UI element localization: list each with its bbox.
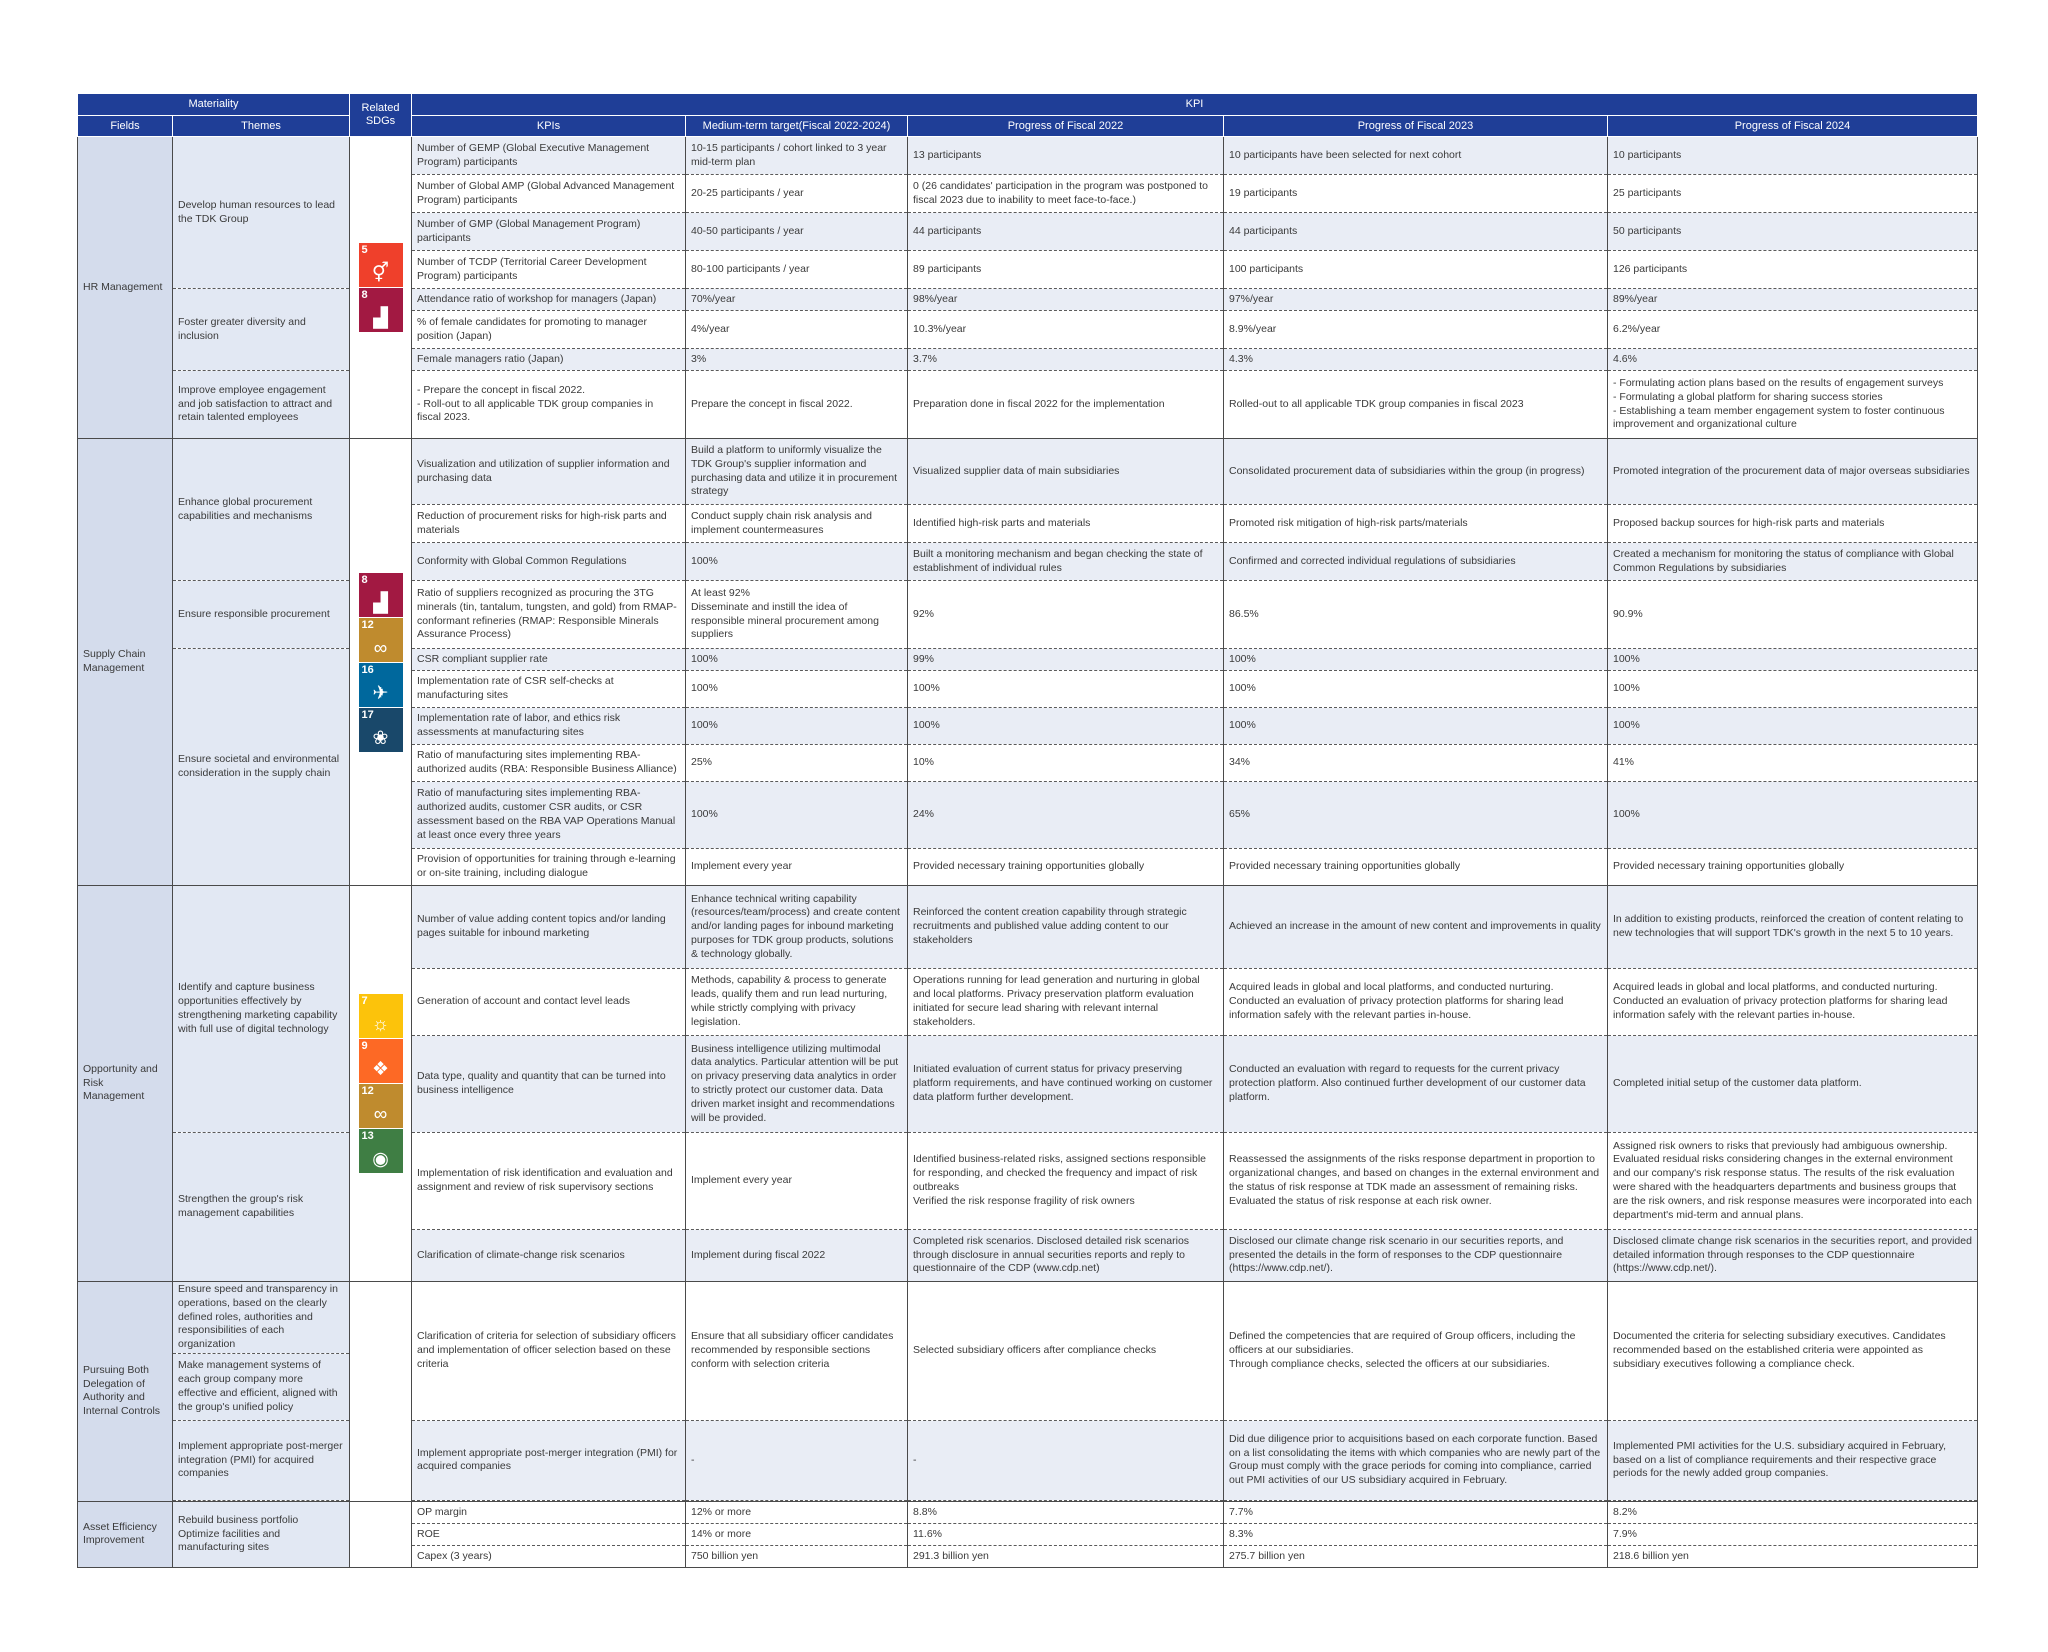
- fy2023-cell: 8.9%/year: [1224, 311, 1608, 349]
- fy2024-cell: Proposed backup sources for high-risk parts and materials: [1608, 505, 1978, 543]
- fy2022-cell: 99%: [908, 649, 1224, 671]
- fy2022-cell: 3.7%: [908, 349, 1224, 371]
- target-cell: 12% or more: [686, 1501, 908, 1523]
- target-cell: 10-15 participants / cohort linked to 3 year mid-term plan: [686, 137, 908, 175]
- target-cell: Methods, capability & process to generate leads, qualify them and run lead nurturing, while strictly complying with privacy legislation.: [686, 969, 908, 1036]
- table-row: [78, 439, 1978, 505]
- sdg-icons-supply-chain: [350, 439, 412, 886]
- fy2022-cell: 24%: [908, 782, 1224, 849]
- kpi-cell: - Prepare the concept in fiscal 2022. - Roll-out to all applicable TDK group companies in fiscal 2023.: [412, 371, 686, 439]
- kpi-cell: Reduction of procurement risks for high-risk parts and materials: [412, 505, 686, 543]
- target-cell: 20-25 participants / year: [686, 175, 908, 213]
- fy2022-cell: 98%/year: [908, 289, 1224, 311]
- sdg-13-icon: 13 ◉: [359, 1129, 403, 1173]
- sdg-icons-delegation-empty: [350, 1282, 412, 1502]
- target-cell: 100%: [686, 671, 908, 708]
- fy2024-cell: Disclosed climate change risk scenarios in the securities report, and provided detailed information through responses to the CDP questionnaire (https://www.cdp.net/).: [1608, 1230, 1978, 1282]
- fy2024-cell: Assigned risk owners to risks that previously had ambiguous ownership. Evaluated residual risks considering changes in the external environment and our company's risk response status. The results of the risk evaluation were shared with the headquarters departments and business groups that are the risk owners, and risk response measures were incorporated into each department's mid-term and annual plans.: [1608, 1133, 1978, 1230]
- header-related-sdgs: Related SDGs: [350, 94, 412, 137]
- kpi-cell: Implement appropriate post-merger integration (PMI) for acquired companies: [412, 1420, 686, 1500]
- table-row: [78, 886, 1978, 969]
- target-cell: Conduct supply chain risk analysis and implement countermeasures: [686, 505, 908, 543]
- fy2024-cell: 100%: [1608, 782, 1978, 849]
- fy2022-cell: Reinforced the content creation capability through strategic recruitments and published value adding content to our stakeholders: [908, 886, 1224, 969]
- fy2022-cell: 10%: [908, 745, 1224, 782]
- kpi-cell: Number of Global AMP (Global Advanced Management Program) participants: [412, 175, 686, 213]
- fy2024-cell: Provided necessary training opportunities globally: [1608, 849, 1978, 886]
- header-kpis: KPIs: [412, 116, 686, 137]
- kpi-cell: Data type, quality and quantity that can be turned into business intelligence: [412, 1036, 686, 1133]
- fy2024-cell: 89%/year: [1608, 289, 1978, 311]
- target-cell: Implement every year: [686, 1133, 908, 1230]
- kpi-cell: OP margin: [412, 1501, 686, 1523]
- kpi-cell: Implementation rate of CSR self-checks at manufacturing sites: [412, 671, 686, 708]
- fy2022-cell: 0 (26 candidates' participation in the program was postponed to fiscal 2023 due to inability to meet face-to-face.): [908, 175, 1224, 213]
- target-cell: 14% or more: [686, 1523, 908, 1545]
- fy2024-cell: 100%: [1608, 649, 1978, 671]
- kpi-cell: Capex (3 years): [412, 1545, 686, 1567]
- fy2024-cell: 100%: [1608, 708, 1978, 745]
- fy2023-cell: Conducted an evaluation with regard to requests for the current privacy protection platform. Also continued further development of our customer data platform.: [1224, 1036, 1608, 1133]
- fy2022-cell: 291.3 billion yen: [908, 1545, 1224, 1567]
- fy2022-cell: 13 participants: [908, 137, 1224, 175]
- fy2024-cell: 41%: [1608, 745, 1978, 782]
- fy2023-cell: 44 participants: [1224, 213, 1608, 251]
- fy2023-cell: Promoted risk mitigation of high-risk parts/materials: [1224, 505, 1608, 543]
- fy2023-cell: 65%: [1224, 782, 1608, 849]
- fy2023-cell: Disclosed our climate change risk scenario in our securities reports, and presented the details in the form of responses to the CDP questionnaire (https://www.cdp.net/).: [1224, 1230, 1608, 1282]
- fy2022-cell: 44 participants: [908, 213, 1224, 251]
- header-kpi: KPI: [412, 94, 1978, 116]
- fy2024-cell: 25 participants: [1608, 175, 1978, 213]
- table-row: [78, 1282, 1978, 1354]
- fy2023-cell: Consolidated procurement data of subsidiaries within the group (in progress): [1224, 439, 1608, 505]
- fy2022-cell: Selected subsidiary officers after compliance checks: [908, 1282, 1224, 1421]
- fy2022-cell: Provided necessary training opportunities globally: [908, 849, 1224, 886]
- sdg-icons-asset-empty: [350, 1501, 412, 1567]
- kpi-cell: ROE: [412, 1523, 686, 1545]
- kpi-cell: Provision of opportunities for training through e-learning or on-site training, including dialogue: [412, 849, 686, 886]
- fy2022-cell: Completed risk scenarios. Disclosed detailed risk scenarios through disclosure in annual securities reports and reply to questionnaire of the CDP (www.cdp.net): [908, 1230, 1224, 1282]
- sdg-17-icon: 17 ❀: [359, 708, 403, 752]
- target-cell: 4%/year: [686, 311, 908, 349]
- fy2023-cell: 100 participants: [1224, 251, 1608, 289]
- target-cell: 100%: [686, 649, 908, 671]
- fy2022-cell: 100%: [908, 671, 1224, 708]
- fy2024-cell: 50 participants: [1608, 213, 1978, 251]
- field-delegation-internal-controls: Pursuing Both Delegation of Authority and Internal Controls: [78, 1282, 173, 1502]
- fy2024-cell: Implemented PMI activities for the U.S. subsidiary acquired in February, based on a list of compliance requirements and their respective grace periods for the newly added group companies.: [1608, 1420, 1978, 1500]
- fy2024-cell: Completed initial setup of the customer data platform.: [1608, 1036, 1978, 1133]
- fy2022-cell: 11.6%: [908, 1523, 1224, 1545]
- kpi-cell: Female managers ratio (Japan): [412, 349, 686, 371]
- fy2023-cell: 275.7 billion yen: [1224, 1545, 1608, 1567]
- theme-speed-transparency: Ensure speed and transparency in operations, based on the clearly defined roles, authorities and responsibilities of each organization: [173, 1282, 350, 1354]
- target-cell: Business intelligence utilizing multimodal data analytics. Particular attention will be put on privacy preserving data analytics in order to strictly protect our customer data. Data driven market insight and recommendations will be provided.: [686, 1036, 908, 1133]
- fy2024-cell: 4.6%: [1608, 349, 1978, 371]
- header-fields: Fields: [78, 116, 173, 137]
- fy2024-cell: 6.2%/year: [1608, 311, 1978, 349]
- theme-management-systems: Make management systems of each group company more effective and efficient, aligned with the group's unified policy: [173, 1353, 350, 1420]
- fy2022-cell: Identified high-risk parts and materials: [908, 505, 1224, 543]
- fy2023-cell: Defined the competencies that are required of Group officers, including the officers at our subsidiaries. Through compliance checks, selected the officers at our subsidiaries.: [1224, 1282, 1608, 1421]
- theme-diversity-inclusion: Foster greater diversity and inclusion: [173, 289, 350, 371]
- target-cell: 100%: [686, 708, 908, 745]
- theme-develop-human-resources: Develop human resources to lead the TDK Group: [173, 137, 350, 289]
- target-cell: 3%: [686, 349, 908, 371]
- fy2023-cell: Reassessed the assignments of the risks response department in proportion to organizational changes, and based on changes in the external environment and the status of risk response at TDK made an assessment of remaining risks. Evaluated the status of risk response at each risk owner.: [1224, 1133, 1608, 1230]
- fy2022-cell: Operations running for lead generation and nurturing in global and local platforms. Privacy preservation platform evaluation initiated for secure lead sharing with relevant internal stakeholders.: [908, 969, 1224, 1036]
- materiality-kpi-table-wrapper: [77, 93, 1977, 1568]
- fy2024-cell: 100%: [1608, 671, 1978, 708]
- header-progress-fy2024: Progress of Fiscal 2024: [1608, 116, 1978, 137]
- target-cell: Implement every year: [686, 849, 908, 886]
- field-supply-chain-management: Supply Chain Management: [78, 439, 173, 886]
- kpi-cell: Number of TCDP (Territorial Career Development Program) participants: [412, 251, 686, 289]
- theme-responsible-procurement: Ensure responsible procurement: [173, 581, 350, 649]
- fy2023-cell: Did due diligence prior to acquisitions based on each corporate function. Based on a list consolidating the items with which companies who are newly part of the Group must comply with the grace periods for coming into compliance, carried out PMI activities of our US subsidiary acquired in February.: [1224, 1420, 1608, 1500]
- kpi-cell: CSR compliant supplier rate: [412, 649, 686, 671]
- target-cell: 25%: [686, 745, 908, 782]
- kpi-cell: Generation of account and contact level leads: [412, 969, 686, 1036]
- header-themes: Themes: [173, 116, 350, 137]
- target-cell: 100%: [686, 543, 908, 581]
- target-cell: Prepare the concept in fiscal 2022.: [686, 371, 908, 439]
- fy2022-cell: 89 participants: [908, 251, 1224, 289]
- kpi-cell: Clarification of criteria for selection of subsidiary officers and implementation of officer selection based on these criteria: [412, 1282, 686, 1421]
- fy2023-cell: 8.3%: [1224, 1523, 1608, 1545]
- fy2023-cell: 10 participants have been selected for next cohort: [1224, 137, 1608, 175]
- target-cell: 100%: [686, 782, 908, 849]
- kpi-cell: Implementation rate of labor, and ethics risk assessments at manufacturing sites: [412, 708, 686, 745]
- sdg-12-icon: 12 ∞: [359, 1084, 403, 1128]
- kpi-cell: Implementation of risk identification and evaluation and assignment and review of risk supervisory sections: [412, 1133, 686, 1230]
- table-row: [78, 137, 1978, 175]
- sdg-9-icon: 9 ❖: [359, 1039, 403, 1083]
- target-cell: Enhance technical writing capability (resources/team/process) and create content and/or landing pages for inbound marketing purposes for TDK group products, solutions & technology globally.: [686, 886, 908, 969]
- target-cell: 80-100 participants / year: [686, 251, 908, 289]
- fy2024-cell: 7.9%: [1608, 1523, 1978, 1545]
- fy2024-cell: In addition to existing products, reinforced the creation of content relating to new technologies that will support TDK's growth in the next 5 to 10 years.: [1608, 886, 1978, 969]
- fy2023-cell: 4.3%: [1224, 349, 1608, 371]
- target-cell: Implement during fiscal 2022: [686, 1230, 908, 1282]
- table-row: [78, 1501, 1978, 1523]
- kpi-cell: Conformity with Global Common Regulations: [412, 543, 686, 581]
- fy2022-cell: 8.8%: [908, 1501, 1224, 1523]
- kpi-cell: Attendance ratio of workshop for managers (Japan): [412, 289, 686, 311]
- target-cell: Build a platform to uniformly visualize the TDK Group's supplier information and purchasing data and utilize it in procurement strategy: [686, 439, 908, 505]
- fy2023-cell: 100%: [1224, 671, 1608, 708]
- fy2024-cell: Promoted integration of the procurement data of major overseas subsidiaries: [1608, 439, 1978, 505]
- header-progress-fy2023: Progress of Fiscal 2023: [1224, 116, 1608, 137]
- fy2022-cell: 10.3%/year: [908, 311, 1224, 349]
- fy2023-cell: 100%: [1224, 649, 1608, 671]
- sdg-icons-opportunity-risk: [350, 886, 412, 1282]
- sdg-16-icon: 16 ✈: [359, 663, 403, 707]
- fy2024-cell: Created a mechanism for monitoring the status of compliance with Global Common Regulations by subsidiaries: [1608, 543, 1978, 581]
- fy2023-cell: Confirmed and corrected individual regulations of subsidiaries: [1224, 543, 1608, 581]
- fy2023-cell: 34%: [1224, 745, 1608, 782]
- fy2023-cell: 7.7%: [1224, 1501, 1608, 1523]
- materiality-kpi-table: [77, 93, 1978, 1568]
- field-hr-management: HR Management: [78, 137, 173, 439]
- theme-business-portfolio: Rebuild business portfolio Optimize facilities and manufacturing sites: [173, 1501, 350, 1567]
- target-cell: At least 92% Disseminate and instill the idea of responsible mineral procurement among suppliers: [686, 581, 908, 649]
- fy2022-cell: 100%: [908, 708, 1224, 745]
- kpi-cell: Visualization and utilization of supplier information and purchasing data: [412, 439, 686, 505]
- fy2022-cell: -: [908, 1420, 1224, 1500]
- theme-global-procurement: Enhance global procurement capabilities and mechanisms: [173, 439, 350, 581]
- fy2023-cell: Acquired leads in global and local platforms, and conducted nurturing. Conducted an evaluation of privacy protection platforms for sharing lead information safely with the relevant parties in-house.: [1224, 969, 1608, 1036]
- target-cell: Ensure that all subsidiary officer candidates recommended by responsible sections conform with selection criteria: [686, 1282, 908, 1421]
- fy2022-cell: 92%: [908, 581, 1224, 649]
- fy2022-cell: Initiated evaluation of current status for privacy preserving platform requirements, and have continued working on customer data platform further development.: [908, 1036, 1224, 1133]
- kpi-cell: Number of GMP (Global Management Program) participants: [412, 213, 686, 251]
- fy2023-cell: 97%/year: [1224, 289, 1608, 311]
- sdg-12-icon: 12 ∞: [359, 618, 403, 662]
- fy2024-cell: 10 participants: [1608, 137, 1978, 175]
- kpi-cell: Ratio of manufacturing sites implementing RBA-authorized audits (RBA: Responsible Business Alliance): [412, 745, 686, 782]
- fy2023-cell: 100%: [1224, 708, 1608, 745]
- fy2023-cell: Rolled-out to all applicable TDK group companies in fiscal 2023: [1224, 371, 1608, 439]
- fy2022-cell: Identified business-related risks, assigned sections responsible for responding, and checked the frequency and impact of risk outbreaks Verified the risk response fragility of risk owners: [908, 1133, 1224, 1230]
- fy2023-cell: Achieved an increase in the amount of new content and improvements in quality: [1224, 886, 1608, 969]
- target-cell: 70%/year: [686, 289, 908, 311]
- theme-post-merger-integration: Implement appropriate post-merger integration (PMI) for acquired companies: [173, 1420, 350, 1500]
- fy2023-cell: 86.5%: [1224, 581, 1608, 649]
- header-medium-term-target: Medium-term target(Fiscal 2022-2024): [686, 116, 908, 137]
- kpi-cell: % of female candidates for promoting to manager position (Japan): [412, 311, 686, 349]
- target-cell: 40-50 participants / year: [686, 213, 908, 251]
- fy2024-cell: - Formulating action plans based on the results of engagement surveys - Formulating a global platform for sharing success stories - Establishing a team member engagement system to foster continuous improvement and organizational culture: [1608, 371, 1978, 439]
- target-cell: -: [686, 1420, 908, 1500]
- sdg-8-icon: 8 ▟: [359, 573, 403, 617]
- fy2024-cell: Documented the criteria for selecting subsidiary executives. Candidates recommended based on the established criteria were appointed as subsidiary executives following a compliance check.: [1608, 1282, 1978, 1421]
- sdg-5-icon: 5 ⚥: [359, 243, 403, 287]
- theme-business-opportunities: Identify and capture business opportunities effectively by strengthening marketing capability with full use of digital technology: [173, 886, 350, 1133]
- fy2024-cell: 8.2%: [1608, 1501, 1978, 1523]
- field-opportunity-risk-management: Opportunity and Risk Management: [78, 886, 173, 1282]
- fy2024-cell: Acquired leads in global and local platforms, and conducted nurturing. Conducted an evaluation of privacy protection platforms for sharing lead information safely with the relevant parties in-house.: [1608, 969, 1978, 1036]
- kpi-cell: Clarification of climate-change risk scenarios: [412, 1230, 686, 1282]
- sdg-icons-hr: [350, 137, 412, 439]
- field-asset-efficiency: Asset Efficiency Improvement: [78, 1501, 173, 1567]
- kpi-cell: Ratio of manufacturing sites implementing RBA-authorized audits, customer CSR audits, or CSR assessment based on the RBA VAP Operations Manual at least once every three years: [412, 782, 686, 849]
- header-progress-fy2022: Progress of Fiscal 2022: [908, 116, 1224, 137]
- fy2024-cell: 90.9%: [1608, 581, 1978, 649]
- theme-societal-environmental: Ensure societal and environmental consideration in the supply chain: [173, 649, 350, 886]
- theme-employee-engagement: Improve employee engagement and job satisfaction to attract and retain talented employees: [173, 371, 350, 439]
- fy2022-cell: Visualized supplier data of main subsidiaries: [908, 439, 1224, 505]
- fy2024-cell: 126 participants: [1608, 251, 1978, 289]
- fy2023-cell: 19 participants: [1224, 175, 1608, 213]
- kpi-cell: Ratio of suppliers recognized as procuring the 3TG minerals (tin, tantalum, tungsten, and gold) from RMAP-conformant refineries (RMAP: Responsible Minerals Assurance Process): [412, 581, 686, 649]
- kpi-cell: Number of value adding content topics and/or landing pages suitable for inbound marketing: [412, 886, 686, 969]
- fy2024-cell: 218.6 billion yen: [1608, 1545, 1978, 1567]
- fy2023-cell: Provided necessary training opportunities globally: [1224, 849, 1608, 886]
- fy2022-cell: Preparation done in fiscal 2022 for the implementation: [908, 371, 1224, 439]
- fy2022-cell: Built a monitoring mechanism and began checking the state of establishment of individual rules: [908, 543, 1224, 581]
- theme-risk-management-capabilities: Strengthen the group's risk management capabilities: [173, 1133, 350, 1282]
- sdg-8-icon: 8 ▟: [359, 288, 403, 332]
- kpi-cell: Number of GEMP (Global Executive Management Program) participants: [412, 137, 686, 175]
- header-materiality: Materiality: [78, 94, 350, 116]
- target-cell: 750 billion yen: [686, 1545, 908, 1567]
- sdg-7-icon: 7 ☼: [359, 994, 403, 1038]
